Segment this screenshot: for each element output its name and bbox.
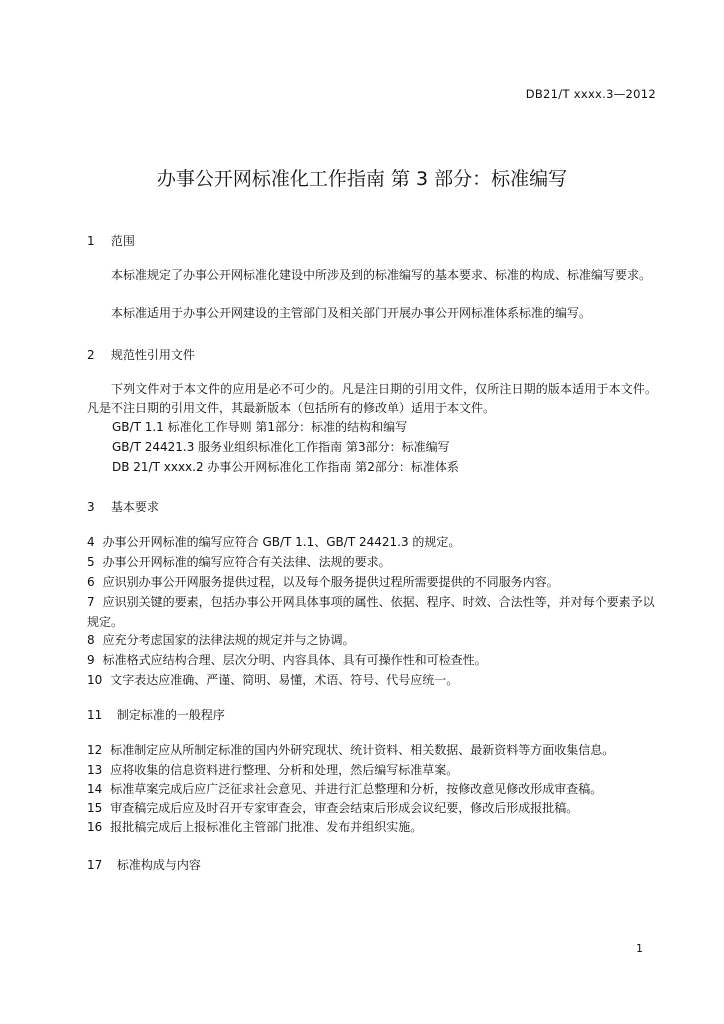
section-number: 11 <box>87 708 103 722</box>
requirement-item <box>87 630 661 650</box>
item-text: 应充分考虑国家的法律法规的规定并与之协调。 <box>102 633 355 647</box>
requirement-item <box>87 572 661 592</box>
document-code: DB21/T xxxx.3—2012 <box>525 87 656 101</box>
section-title: 范围 <box>110 234 135 248</box>
item-number: 16 <box>87 820 103 834</box>
item-number: 6 <box>87 575 95 589</box>
reference-item: DB 21/T xxxx.2 办事公开网标准化工作指南 第2部分：标准体系 <box>112 460 459 474</box>
item-number: 14 <box>87 782 103 796</box>
item-number: 13 <box>87 763 103 777</box>
item-text: 办事公开网标准的编写应符合 GB/T 1.1、GB/T 24421.3 的规定。 <box>102 535 461 549</box>
item-number: 8 <box>87 633 95 647</box>
section-number: 3 <box>87 500 95 514</box>
procedure-item <box>87 740 661 760</box>
page-number: 1 <box>636 942 643 955</box>
section-1-heading <box>87 232 135 249</box>
section-title: 标准构成与内容 <box>116 858 201 872</box>
requirement-item <box>87 532 661 552</box>
scope-paragraph-2: 本标准适用于办事公开网建设的主管部门及相关部门开展办事公开网标准体系标准的编写。 <box>111 306 592 320</box>
procedure-item <box>87 798 661 818</box>
procedure-item <box>87 760 661 780</box>
item-number: 15 <box>87 801 103 815</box>
scope-paragraph-1: 本标准规定了办事公开网标准化建设中所涉及到的标准编写的基本要求、标准的构成、标准编写要求。 <box>111 268 652 282</box>
item-text: 文字表达应准确、严谨、简明、易懂，术语、符号、代号应统一。 <box>110 673 459 687</box>
section-number: 17 <box>87 858 103 872</box>
procedure-item <box>87 779 661 799</box>
item-number: 9 <box>87 653 95 667</box>
section-2-heading <box>87 346 195 363</box>
requirement-item <box>87 670 661 690</box>
section-number: 2 <box>87 348 95 362</box>
item-number: 7 <box>87 595 95 609</box>
item-text: 标准格式应结构合理、层次分明、内容具体、具有可操作性和可检查性。 <box>102 653 487 667</box>
reference-item: GB/T 24421.3 服务业组织标准化工作指南 第3部分：标准编写 <box>112 440 450 454</box>
item-text: 标准制定应从所制定标准的国内外研究现状、统计资料、相关数据、最新资料等方面收集信息。 <box>110 743 615 757</box>
item-text: 标准草案完成后应广泛征求社会意见、并进行汇总整理和分析，按修改意见修改形成审查稿。 <box>110 782 603 796</box>
section-3-heading <box>87 498 159 515</box>
requirement-item <box>87 650 661 670</box>
document-title: 办事公开网标准化工作指南 第 3 部分：标准编写 <box>156 168 568 190</box>
item-number: 10 <box>87 673 103 687</box>
references-intro-paragraph: 下列文件对于本文件的应用是必不可少的。凡是注日期的引用文件，仅所注日期的版本适用于本文件。凡是不注日期的引用文件，其最新版本（包括所有的修改单）适用于本文件。 <box>87 382 657 415</box>
item-number: 4 <box>87 535 95 549</box>
section-title: 规范性引用文件 <box>110 348 195 362</box>
item-text: 办事公开网标准的编写应符合有关法律、法规的要求。 <box>102 555 391 569</box>
item-number: 12 <box>87 743 103 757</box>
section-title: 制定标准的一般程序 <box>116 708 225 722</box>
requirement-item <box>87 552 661 572</box>
procedure-item <box>87 817 661 837</box>
item-number: 5 <box>87 555 95 569</box>
item-text: 应识别关键的要素，包括办事公开网具体事项的属性、依据、程序、时效、合法性等，并对每个要素予以规定。 <box>87 595 655 629</box>
item-text: 应将收集的信息资料进行整理、分析和处理，然后编写标准草案。 <box>110 763 459 777</box>
section-title: 基本要求 <box>110 500 159 514</box>
requirement-item <box>87 592 661 632</box>
item-text: 报批稿完成后上报标准化主管部门批准、发布并组织实施。 <box>110 820 423 834</box>
item-text: 审查稿完成后应及时召开专家审查会，审查会结束后形成会议纪要，修改后形成报批稿。 <box>110 801 579 815</box>
reference-item: GB/T 1.1 标准化工作导则 第1部分：标准的结构和编写 <box>112 420 408 434</box>
section-number: 1 <box>87 234 95 248</box>
item-text: 应识别办事公开网服务提供过程，以及每个服务提供过程所需要提供的不同服务内容。 <box>102 575 559 589</box>
section-11-heading <box>87 706 225 723</box>
section-17-heading <box>87 856 201 873</box>
